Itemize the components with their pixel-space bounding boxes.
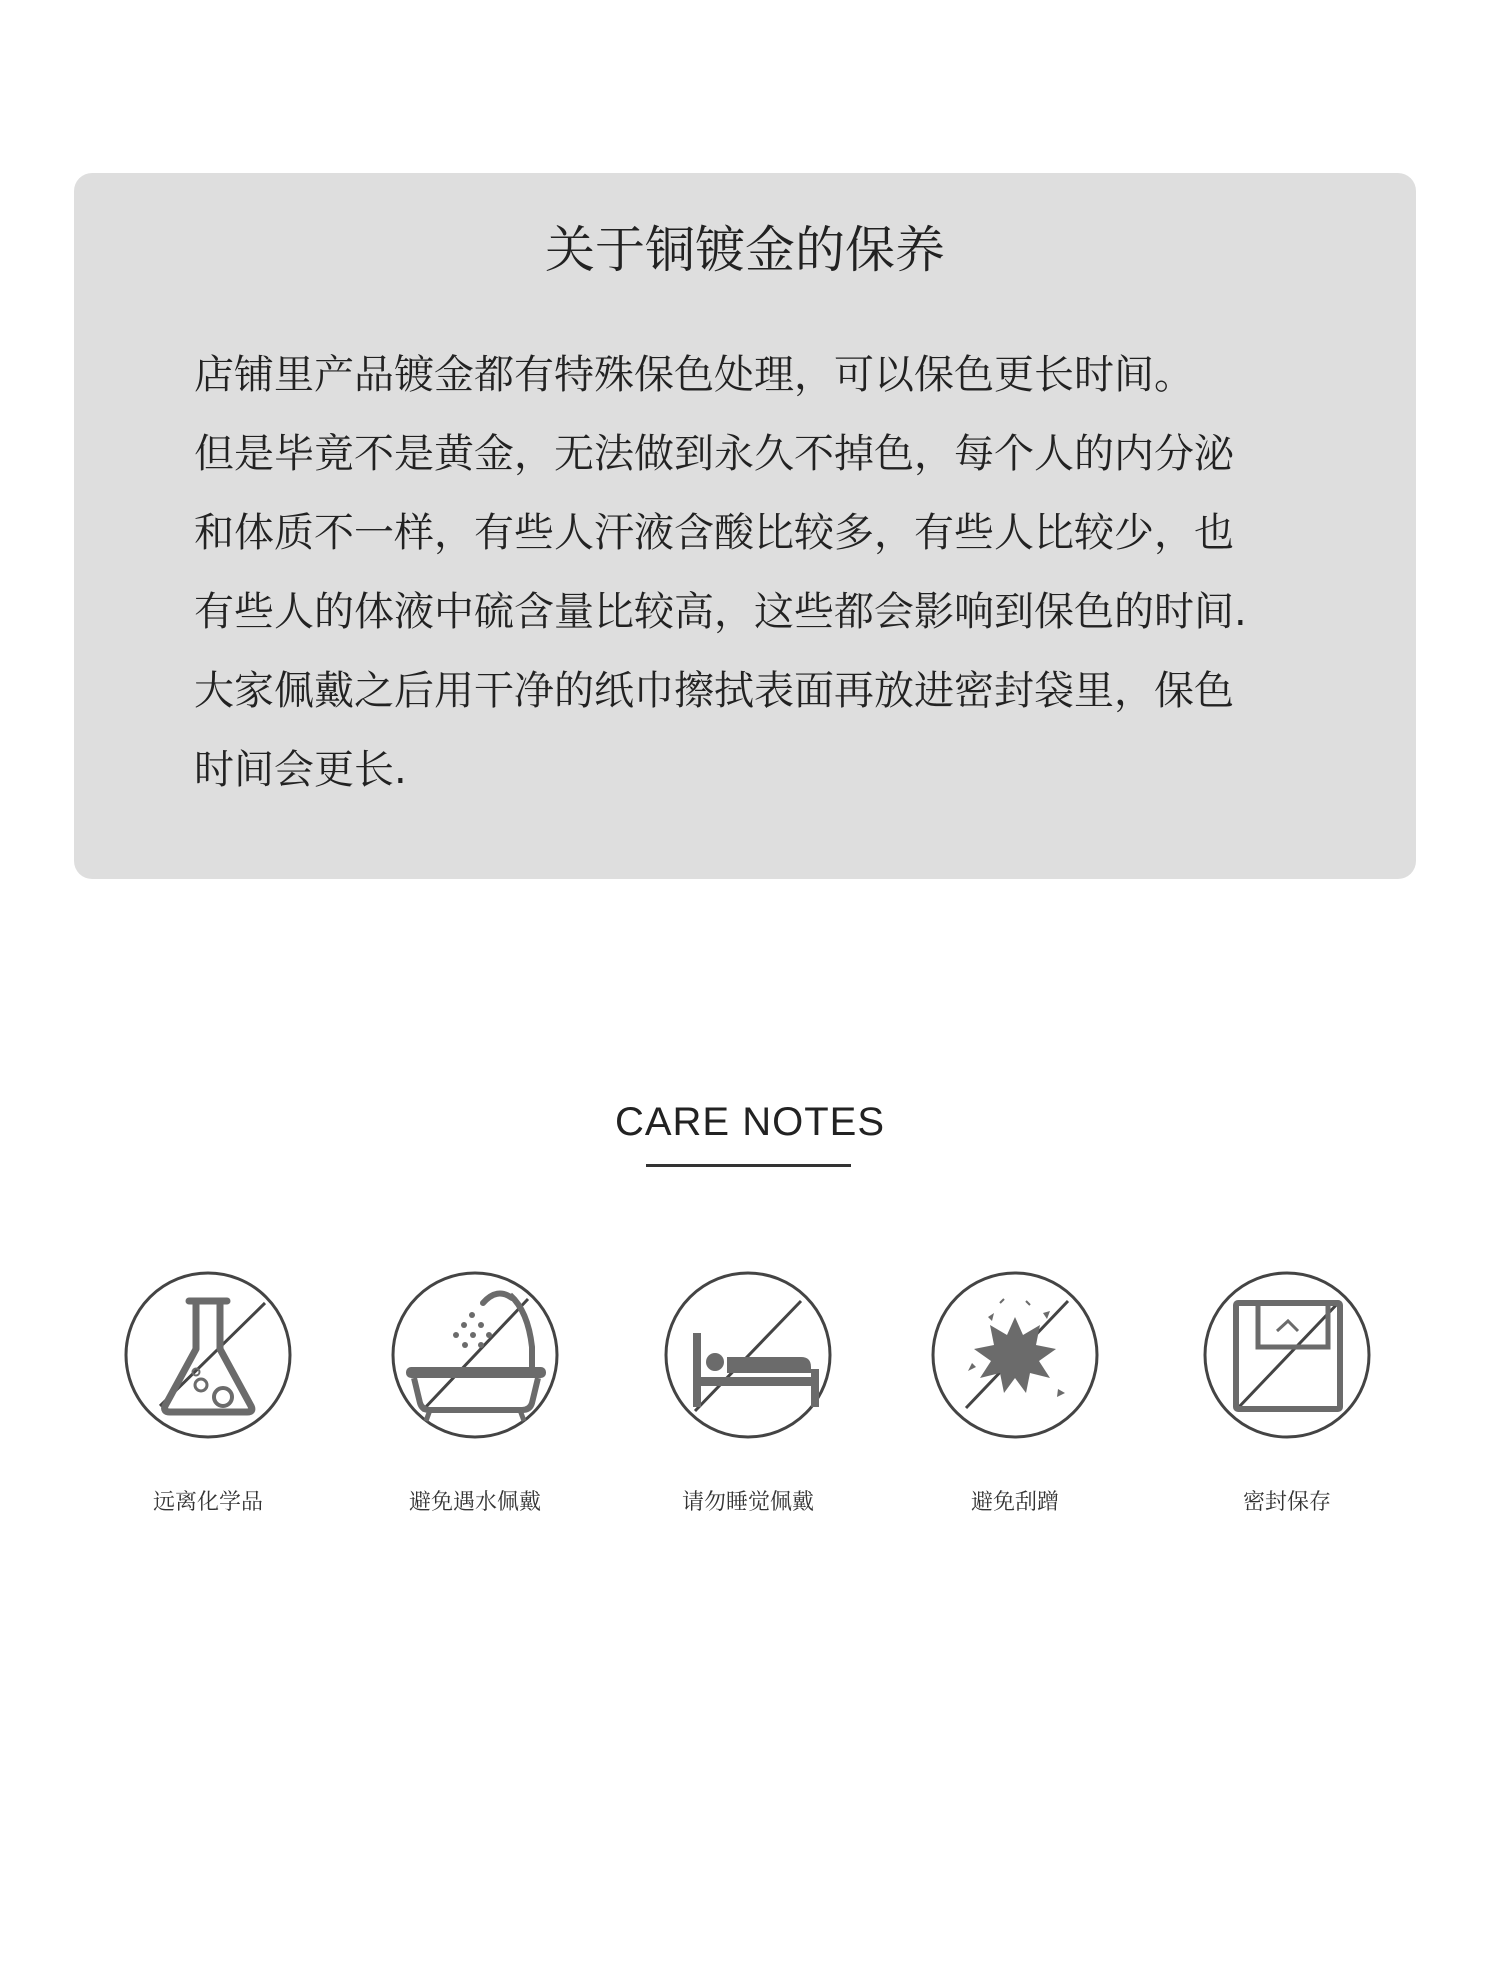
care-item-water <box>360 1265 590 1535</box>
care-label: 避免刮蹭 <box>970 1490 1059 1515</box>
care-label: 请勿睡觉佩戴 <box>681 1490 814 1515</box>
care-label: 密封保存 <box>1242 1490 1331 1515</box>
card-title: 关于铜镀金的保养 <box>545 221 945 279</box>
card-line: 大家佩戴之后用干净的纸巾擦拭表面再放进密封袋里，保色 <box>194 668 1234 714</box>
care-label: 远离化学品 <box>152 1490 263 1515</box>
care-notes-title: CARE NOTES <box>614 1100 886 1144</box>
card-line: 但是毕竟不是黄金，无法做到永久不掉色，每个人的内分泌 <box>194 431 1234 477</box>
care-item-scratch <box>900 1265 1130 1535</box>
card-line: 和体质不一样，有些人汗液含酸比较多，有些人比较少，也 <box>194 510 1234 556</box>
shower-bathtub-prohibited-icon <box>360 1265 590 1445</box>
card-body <box>194 336 1344 810</box>
care-notes-icon-row <box>0 1265 1500 1545</box>
scratch-impact-prohibited-icon <box>900 1265 1130 1445</box>
bed-sleep-prohibited-icon <box>633 1265 863 1445</box>
card-line: 有些人的体液中硫含量比较高，这些都会影响到保色的时间. <box>194 589 1247 635</box>
care-item-sleep <box>633 1265 863 1535</box>
care-label: 避免遇水佩戴 <box>408 1490 541 1515</box>
card-line: 店铺里产品镀金都有特殊保色处理，可以保色更长时间。 <box>194 352 1194 398</box>
care-notes-underline <box>646 1164 851 1167</box>
care-item-sealed <box>1172 1265 1402 1535</box>
care-item-chemicals <box>93 1265 323 1535</box>
sealed-bag-prohibited-icon <box>1172 1265 1402 1445</box>
card-line: 时间会更长. <box>194 747 407 793</box>
chemical-flask-prohibited-icon <box>93 1265 323 1445</box>
